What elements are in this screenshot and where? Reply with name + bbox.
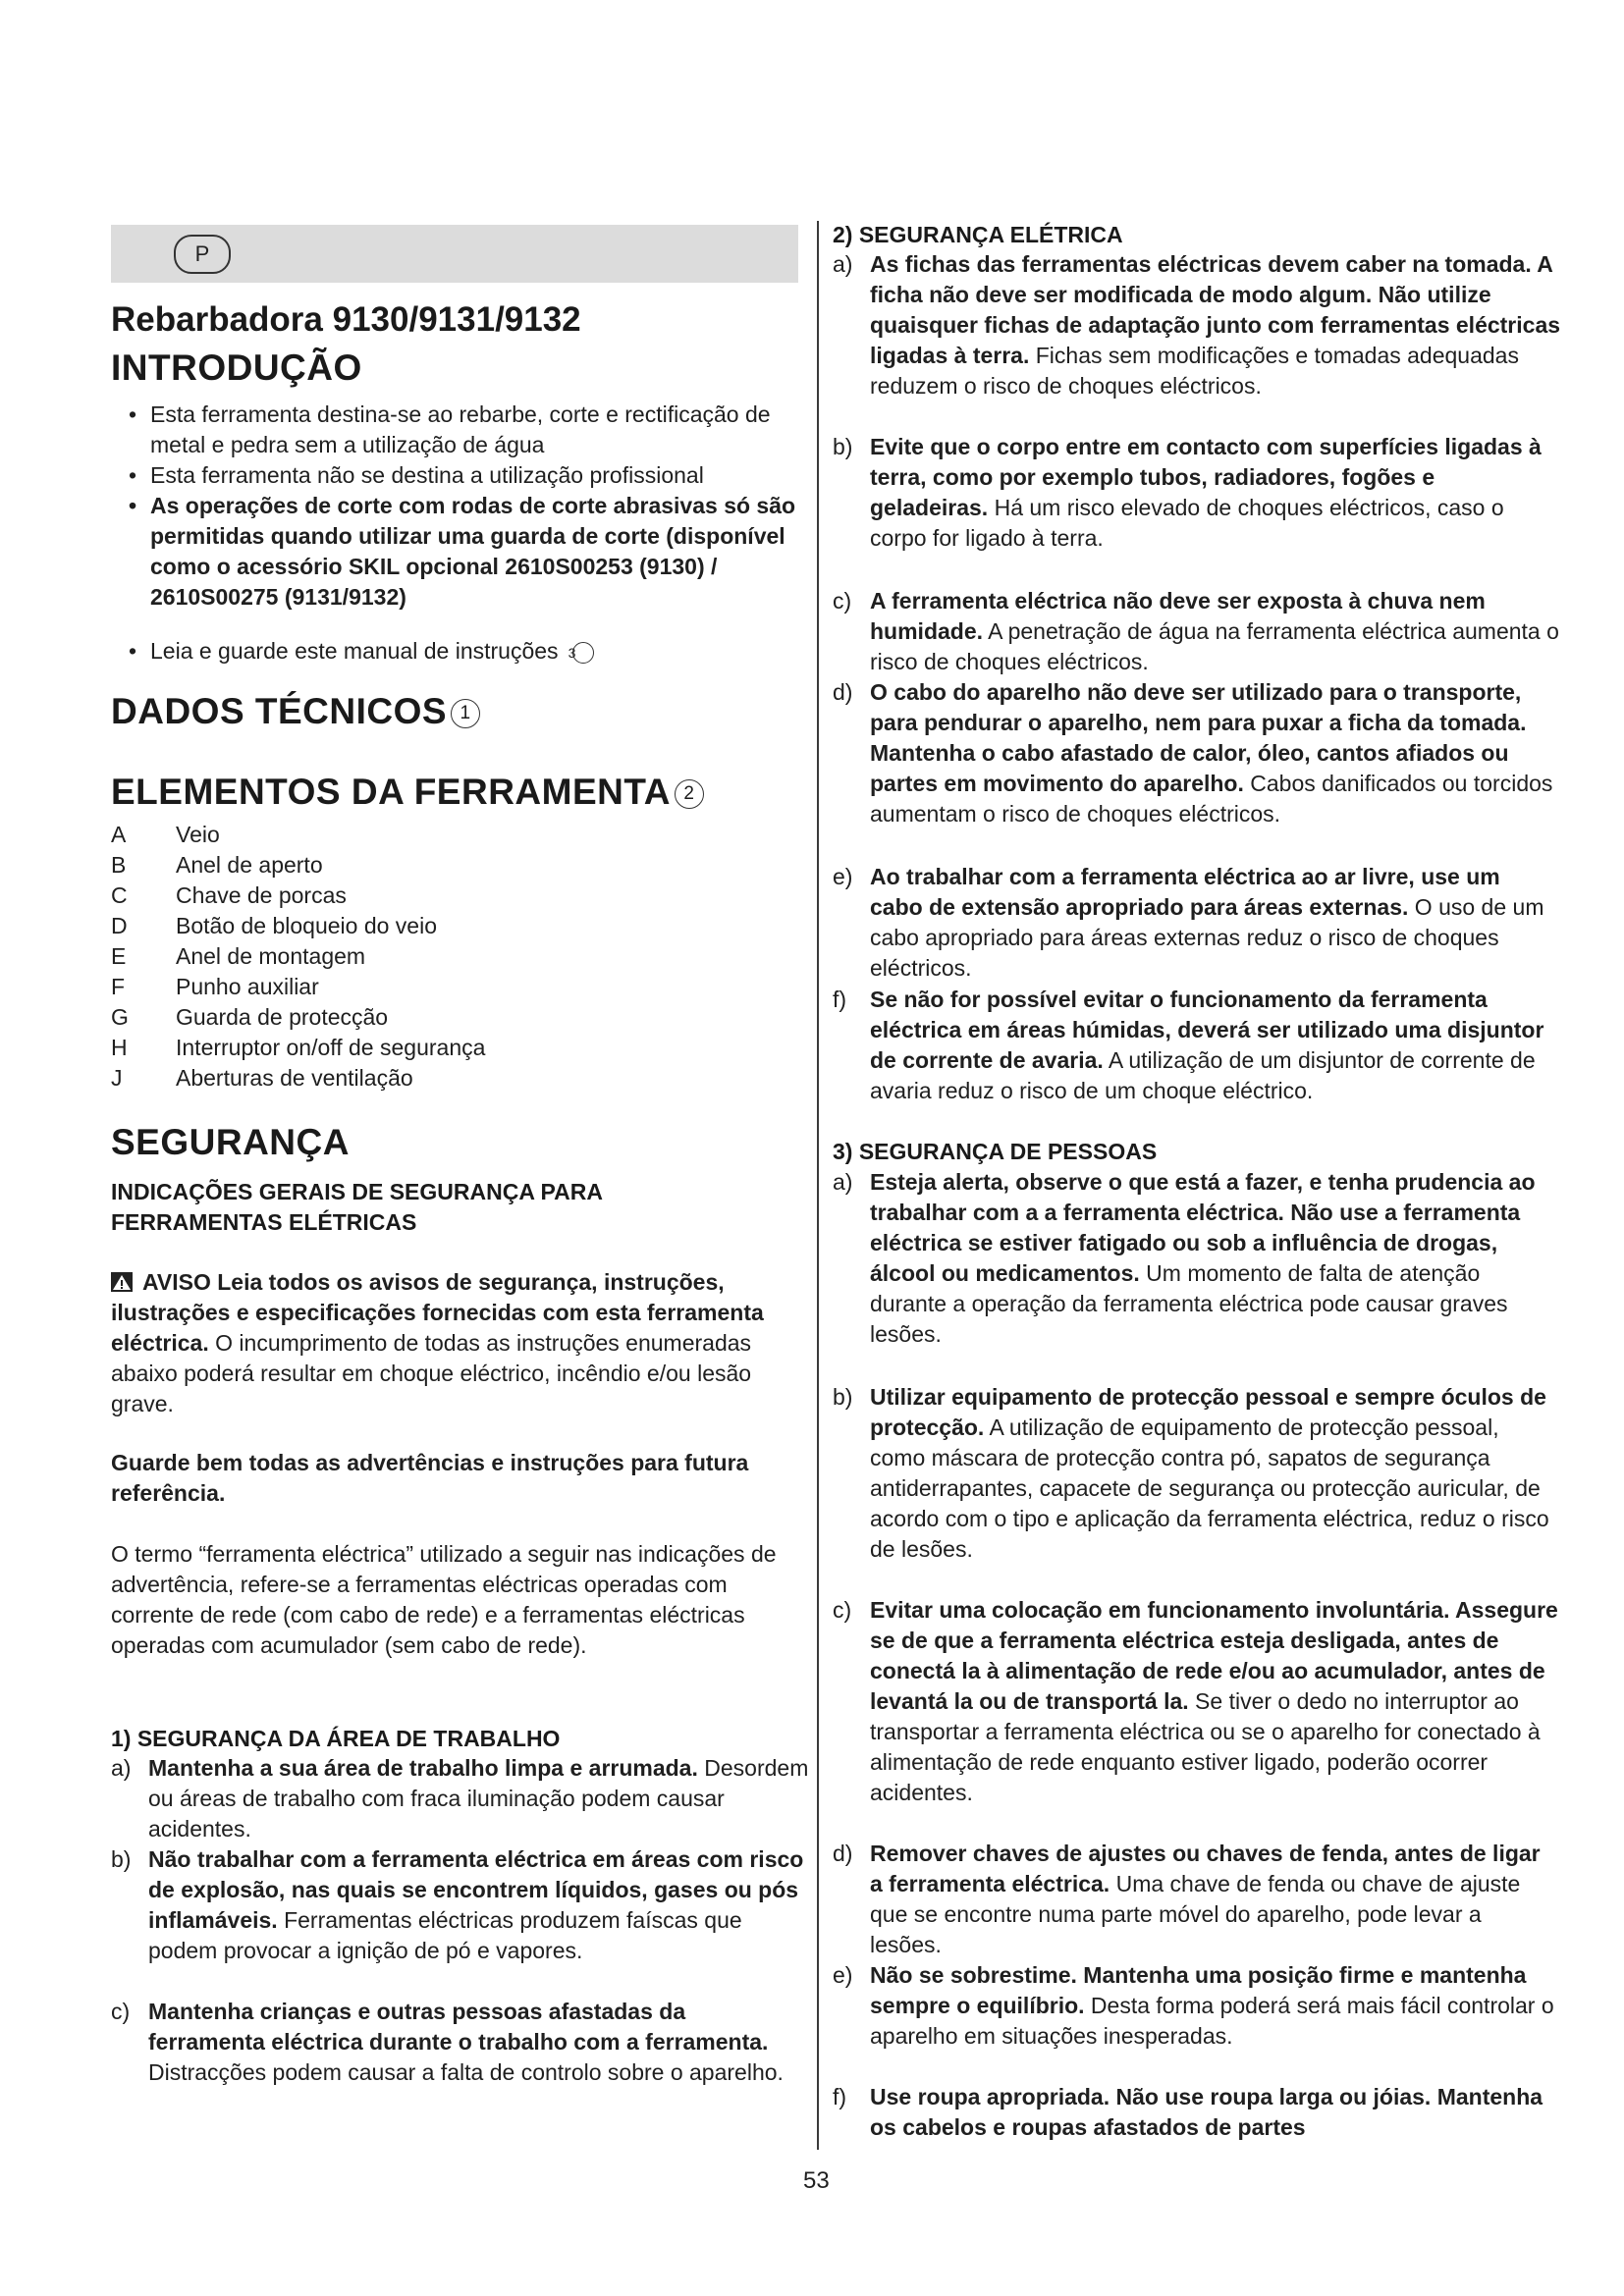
aviso-paragraph: AVISO Leia todos os avisos de segurança, instruções, ilustrações e especificações fornecidas com esta ferramenta eléctrica. O incumprimento de todas as instruções enumeradas abaixo poderá resultar em choque eléctrico, incêndio e/ou lesão grave. bbox=[111, 1269, 764, 1416]
s3-item-f: f) Use roupa apropriada. Não use roupa larga ou jóias. Mantenha os cabelos e roupas afastados de partes bbox=[833, 2084, 1543, 2140]
s3-item-c: c) Evitar uma colocação em funcionamento involuntária. Assegure se de que a ferramenta eléctrica esteja desligada, antes de conectá la à alimentação de rede e/ou ao acumulador, antes de levantá la ou de transportá la. Se tiver o dedo no interruptor ao transportar a ferramenta eléctrica ou se o aparelho for conectado à alimentação de rede enquanto estiver ligado, poderão ocorrer acidentes. bbox=[833, 1597, 1558, 1805]
part-item: F Punho auxiliar bbox=[111, 974, 319, 999]
part-item: D Botão de bloqueio do veio bbox=[111, 913, 437, 938]
s3-item-b: b) Utilizar equipamento de protecção pessoal e sempre óculos de protecção. A utilização de equipamento de protecção pessoal, como máscara de protecção contra pó, sapatos de segurança antiderrapantes, capacete de segurança ou protecção auricular, de acordo com o tipo e aplicação da ferramenta eléctrica, reduz o risco de lesões. bbox=[833, 1384, 1549, 1562]
figure-ref-2: 2 bbox=[675, 779, 704, 809]
s2-item-a: a) As fichas das ferramentas eléctricas devem caber na tomada. A ficha não deve ser modificada de modo algum. Não utilize quaisquer fichas de adaptação junto com ferramentas eléctricas ligadas à terra. Fichas sem modificações e tomadas adequadas reduzem o risco de choques eléctricos. bbox=[833, 251, 1561, 399]
s3-item-a: a) Esteja alerta, observe o que está a fazer, e tenha prudencia ao trabalhar com a a ferramenta eléctrica. Não use a ferramenta eléctrica se estiver fatigado ou sob a influência de drogas, álcool ou medicamentos. Um momento de falta de atenção durante a operação da ferramenta eléctrica pode causar graves lesões. bbox=[833, 1169, 1536, 1347]
s3-item-e: e) Não se sobrestime. Mantenha uma posição firme e mantenha sempre o equilíbrio. Desta forma poderá será mais fácil controlar o aparelho em situações inesperadas. bbox=[833, 1962, 1554, 2049]
intro-bullet-2: • Esta ferramenta não se destina a utilização profissional bbox=[129, 462, 704, 488]
s3-heading: 3) SEGURANÇA DE PESSOAS bbox=[833, 1139, 1158, 1164]
part-item: A Veio bbox=[111, 822, 220, 847]
s2-item-d: d) O cabo do aparelho não deve ser utilizado para o transporte, para pendurar o aparelho, nem para puxar a ficha da tomada. Mantenha o cabo afastado de calor, óleo, cantos afiados ou partes em movimento do aparelho. Cabos danificados ou torcidos aumentam o risco de choques eléctricos. bbox=[833, 679, 1553, 827]
figure-ref-3: 3 bbox=[572, 642, 594, 664]
part-item: H Interruptor on/off de segurança bbox=[111, 1035, 486, 1060]
part-item: C Chave de porcas bbox=[111, 882, 347, 908]
s1-item-a: a) Mantenha a sua área de trabalho limpa e arrumada. Desordem ou áreas de trabalho com fraca iluminação podem causar acidentes. bbox=[111, 1755, 809, 1842]
page-number: 53 bbox=[803, 2167, 830, 2194]
intro-bullet-4: • Leia e guarde este manual de instruções 3 bbox=[111, 636, 808, 667]
column-divider bbox=[817, 221, 819, 2150]
figure-ref-1: 1 bbox=[451, 699, 480, 728]
seguranca-heading: SEGURANÇA bbox=[111, 1122, 350, 1162]
s2-item-b: b) Evite que o corpo entre em contacto com superfícies ligadas à terra, como por exemplo tubos, radiadores, fogões e geladeiras. Há um risco elevado de choques eléctricos, caso o corpo for ligado à terra. bbox=[833, 434, 1542, 551]
part-item: J Aberturas de ventilação bbox=[111, 1065, 413, 1091]
part-item: B Anel de aperto bbox=[111, 852, 323, 878]
guarde-paragraph: Guarde bem todas as advertências e instruções para futura referência. bbox=[111, 1450, 749, 1506]
seguranca-subheading: INDICAÇÕES GERAIS DE SEGURANÇA PARA FERRAMENTAS ELÉTRICAS bbox=[111, 1179, 603, 1235]
s2-item-e: e) Ao trabalhar com a ferramenta eléctrica ao ar livre, use um cabo de extensão apropriado para áreas externas. O uso de um cabo apropriado para áreas externas reduz o risco de choques eléctricos. bbox=[833, 864, 1544, 981]
intro-bullet-3: • As operações de corte com rodas de corte abrasivas só são permitidas quando utilizar uma guarda de corte (disponível como o acessório SKIL opcional 2610S00253 (9130) / 2610S00275 (9131/9132) bbox=[129, 493, 796, 610]
s1-item-b: b) Não trabalhar com a ferramenta eléctrica em áreas com risco de explosão, nas quais se encontrem líquidos, gases ou pós inflamáveis. Ferramentas eléctricas produzem faíscas que podem provocar a ignição de pó e vapores. bbox=[111, 1846, 804, 1963]
part-item: E Anel de montagem bbox=[111, 943, 366, 969]
s2-item-f: f) Se não for possível evitar o funcionamento da ferramenta eléctrica em áreas húmidas, deverá ser utilizado uma disjuntor de corrente de avaria. A utilização de um disjuntor de corrente de avaria reduz o risco de um choque eléctrico. bbox=[833, 987, 1544, 1103]
dados-heading: DADOS TÉCNICOS 1 bbox=[111, 691, 480, 732]
s1-heading: 1) SEGURANÇA DA ÁREA DE TRABALHO bbox=[111, 1726, 561, 1751]
part-item: G Guarda de protecção bbox=[111, 1004, 389, 1030]
warning-icon bbox=[111, 1272, 133, 1292]
language-badge: P bbox=[174, 235, 231, 274]
intro-heading: INTRODUÇÃO bbox=[111, 347, 362, 388]
s2-heading: 2) SEGURANÇA ELÉTRICA bbox=[833, 222, 1123, 247]
termo-paragraph: O termo “ferramenta eléctrica” utilizado a seguir nas indicações de advertência, refere-se a ferramentas eléctricas operadas com corrente de rede (com cabo de rede) e a ferramentas eléctricas operadas com acumulador (sem cabo de rede). bbox=[111, 1541, 777, 1658]
s1-item-c: c) Mantenha crianças e outras pessoas afastadas da ferramenta eléctrica durante o trabalho com a ferramenta. Distracções podem causar a falta de controlo sobre o aparelho. bbox=[111, 1999, 784, 2085]
s3-item-d: d) Remover chaves de ajustes ou chaves de fenda, antes de ligar a ferramenta eléctrica. Uma chave de fenda ou chave de ajuste que se encontre numa parte móvel do aparelho, pode levar a lesões. bbox=[833, 1841, 1541, 1957]
language-header-bar bbox=[111, 225, 798, 283]
document-title: Rebarbadora 9130/9131/9132 bbox=[111, 300, 581, 339]
intro-bullet-1: • Esta ferramenta destina-se ao rebarbe, corte e rectificação de metal e pedra sem a utilização de água bbox=[129, 401, 771, 457]
s2-item-c: c) A ferramenta eléctrica não deve ser exposta à chuva nem humidade. A penetração de água na ferramenta eléctrica aumenta o risco de choques eléctricos. bbox=[833, 588, 1559, 674]
elementos-heading: ELEMENTOS DA FERRAMENTA 2 bbox=[111, 772, 704, 813]
